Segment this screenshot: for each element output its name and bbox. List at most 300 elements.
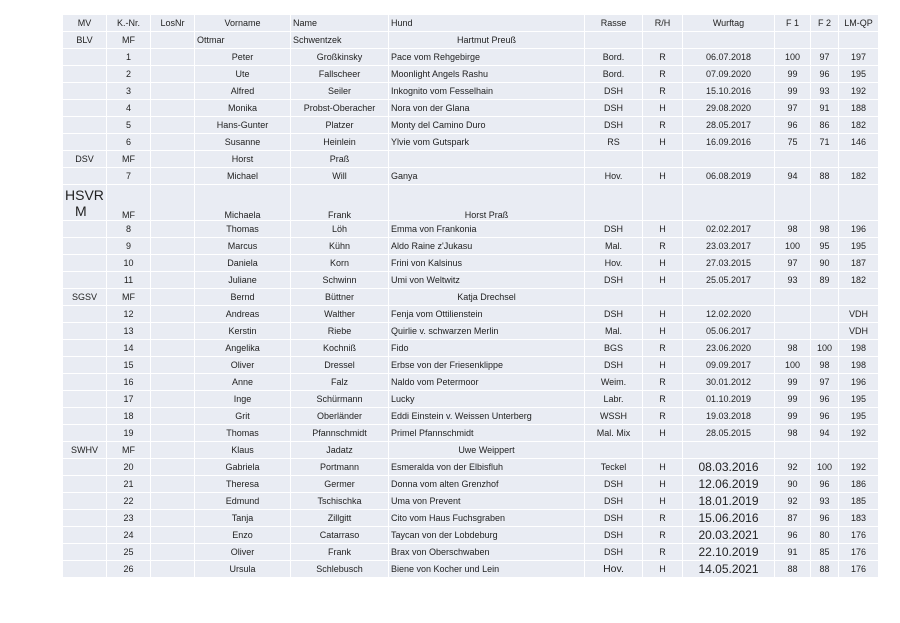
f2-cell: 94 [811,425,839,442]
mv-cell [63,306,107,323]
vorname-cell: Thomas [195,221,291,238]
empty-cell [585,151,643,168]
header-vorname: Vorname [195,15,291,32]
rh-cell: R [643,66,683,83]
rasse-cell: DSH [585,272,643,289]
losnr-cell [151,100,195,117]
hund-cell: Eddi Einstein v. Weissen Unterberg [389,408,585,425]
mf-leader: Hartmut Preuß [389,32,585,49]
kn-cell: 25 [107,544,151,561]
losnr-cell [151,323,195,340]
kn-cell: 23 [107,510,151,527]
f1-cell: 91 [775,544,811,561]
kn-cell: 24 [107,527,151,544]
empty-cell [585,442,643,459]
table-row [63,459,879,476]
name-cell: Zillgitt [291,510,389,527]
wurftag-cell: 22.10.2019 [683,544,775,561]
kn-cell: 16 [107,374,151,391]
rasse-cell: Mal. [585,238,643,255]
kn-cell: 5 [107,117,151,134]
table-row [63,255,879,272]
rh-cell: R [643,49,683,66]
hund-cell: Ganya [389,168,585,185]
f2-cell: 71 [811,134,839,151]
rasse-cell: DSH [585,83,643,100]
losnr-cell [151,151,195,168]
kn-cell: 4 [107,100,151,117]
rasse-cell: DSH [585,117,643,134]
losnr-cell [151,49,195,66]
wurftag-cell: 23.03.2017 [683,238,775,255]
vorname-cell: Anne [195,374,291,391]
mv-cell [63,83,107,100]
wurftag-cell: 29.08.2020 [683,100,775,117]
lmqp-cell: 195 [839,66,879,83]
rasse-cell: WSSH [585,408,643,425]
table-row [63,66,879,83]
lmqp-cell: 192 [839,425,879,442]
empty-cell [643,185,683,221]
empty-cell [775,151,811,168]
lmqp-cell: 187 [839,255,879,272]
wurftag-cell: 23.06.2020 [683,340,775,357]
table-row [63,221,879,238]
f1-cell: 99 [775,408,811,425]
mf-kn: MF [107,185,151,221]
empty-cell [775,32,811,49]
hund-cell: Biene von Kocher und Lein [389,561,585,578]
f1-cell: 88 [775,561,811,578]
rasse-cell: DSH [585,221,643,238]
lmqp-cell: 176 [839,527,879,544]
mf-leader: Horst Praß [389,185,585,221]
header-rh: R/H [643,15,683,32]
vorname-cell: Ute [195,66,291,83]
rh-cell: H [643,459,683,476]
table-row [63,374,879,391]
rasse-cell: Mal. [585,323,643,340]
mf-vorname: Klaus [195,442,291,459]
kn-cell: 11 [107,272,151,289]
kn-cell: 26 [107,561,151,578]
losnr-cell [151,374,195,391]
name-cell: Walther [291,306,389,323]
rh-cell: H [643,255,683,272]
f2-cell: 96 [811,391,839,408]
mf-vorname: Michaela [195,185,291,221]
table-row [63,408,879,425]
table-row [63,391,879,408]
rh-cell: R [643,544,683,561]
lmqp-cell: 176 [839,561,879,578]
table-row [63,100,879,117]
mf-leader: Katja Drechsel [389,289,585,306]
name-cell: Löh [291,221,389,238]
rasse-cell: Hov. [585,255,643,272]
empty-cell [775,185,811,221]
vorname-cell: Edmund [195,493,291,510]
mv-cell [63,340,107,357]
rh-cell: H [643,100,683,117]
empty-cell [811,289,839,306]
hund-cell: Esmeralda von der Elbisfluh [389,459,585,476]
f1-cell: 98 [775,221,811,238]
f2-cell: 98 [811,357,839,374]
f1-cell: 96 [775,117,811,134]
name-cell: Seiler [291,83,389,100]
f2-cell: 100 [811,340,839,357]
f1-cell: 98 [775,425,811,442]
rh-cell: R [643,391,683,408]
mv-cell [63,357,107,374]
table-row [63,493,879,510]
lmqp-cell: 195 [839,408,879,425]
f2-cell: 90 [811,255,839,272]
rasse-cell: Mal. Mix [585,425,643,442]
mv-cell [63,544,107,561]
table-row [63,340,879,357]
header-lmqp: LM-QP [839,15,879,32]
lmqp-cell: 182 [839,117,879,134]
table-row [63,510,879,527]
wurftag-cell: 30.01.2012 [683,374,775,391]
kn-cell: 21 [107,476,151,493]
mf-leader: Uwe Weippert [389,442,585,459]
hund-cell: Cito vom Haus Fuchsgraben [389,510,585,527]
hund-cell: Uma von Prevent [389,493,585,510]
rasse-cell: Bord. [585,66,643,83]
mv-cell [63,185,107,221]
lmqp-cell: 182 [839,272,879,289]
lmqp-cell: 196 [839,221,879,238]
losnr-cell [151,459,195,476]
losnr-cell [151,561,195,578]
vorname-cell: Angelika [195,340,291,357]
mv-cell [63,374,107,391]
vorname-cell: Grit [195,408,291,425]
table-body [63,15,879,578]
empty-cell [585,289,643,306]
f2-cell: 91 [811,100,839,117]
lmqp-cell: 195 [839,391,879,408]
empty-cell [683,289,775,306]
losnr-cell [151,32,195,49]
mv-cell [63,323,107,340]
rh-cell: R [643,510,683,527]
rh-cell: R [643,83,683,100]
empty-cell [775,289,811,306]
kn-cell: 3 [107,83,151,100]
wurftag-cell: 25.05.2017 [683,272,775,289]
group-header-row [63,151,879,168]
header-mv: MV [63,15,107,32]
empty-cell [585,32,643,49]
hund-cell: Moonlight Angels Rashu [389,66,585,83]
wurftag-cell: 20.03.2021 [683,527,775,544]
hund-cell: Pace vom Rehgebirge [389,49,585,66]
kn-cell: 14 [107,340,151,357]
f2-cell: 97 [811,49,839,66]
mv-cell [63,493,107,510]
losnr-cell [151,391,195,408]
table-row [63,238,879,255]
losnr-cell [151,306,195,323]
wurftag-cell: 14.05.2021 [683,561,775,578]
mv-cell: BLV [63,32,107,49]
table-row [63,544,879,561]
name-cell: Schürmann [291,391,389,408]
kn-cell: 15 [107,357,151,374]
empty-cell [811,151,839,168]
wurftag-cell: 12.02.2020 [683,306,775,323]
name-cell: Germer [291,476,389,493]
losnr-cell [151,476,195,493]
mv-cell [63,510,107,527]
wurftag-cell: 15.06.2016 [683,510,775,527]
f2-cell [811,323,839,340]
table-row [63,306,879,323]
hund-cell: Fenja vom Ottilienstein [389,306,585,323]
empty-cell [839,442,879,459]
empty-cell [683,442,775,459]
rasse-cell: Hov. [585,168,643,185]
f2-cell: 89 [811,272,839,289]
losnr-cell [151,527,195,544]
mv-cell [63,66,107,83]
vorname-cell: Gabriela [195,459,291,476]
losnr-cell [151,510,195,527]
vorname-cell: Ursula [195,561,291,578]
wurftag-cell: 27.03.2015 [683,255,775,272]
mf-kn: MF [107,289,151,306]
f1-cell: 100 [775,238,811,255]
group-header-row [63,185,879,221]
vorname-cell: Susanne [195,134,291,151]
losnr-cell [151,238,195,255]
group-header-row [63,32,879,49]
header-rasse: Rasse [585,15,643,32]
table-row [63,476,879,493]
name-cell: Fallscheer [291,66,389,83]
f1-cell: 99 [775,66,811,83]
hund-cell: Brax von Oberschwaben [389,544,585,561]
losnr-cell [151,134,195,151]
mv-cell [63,134,107,151]
table-row [63,49,879,66]
name-cell: Probst-Oberacher [291,100,389,117]
empty-cell [839,32,879,49]
name-cell: Riebe [291,323,389,340]
wurftag-cell: 15.10.2016 [683,83,775,100]
table-row [63,527,879,544]
empty-cell [839,289,879,306]
rh-cell: H [643,425,683,442]
f1-cell: 92 [775,459,811,476]
name-cell: Heinlein [291,134,389,151]
rasse-cell: DSH [585,306,643,323]
vorname-cell: Andreas [195,306,291,323]
lmqp-cell: 186 [839,476,879,493]
wurftag-cell: 09.09.2017 [683,357,775,374]
mf-name: Jadatz [291,442,389,459]
lmqp-cell: 198 [839,340,879,357]
mv-cell [63,168,107,185]
f1-cell: 90 [775,476,811,493]
rasse-cell: DSH [585,544,643,561]
mv-cell [63,527,107,544]
f1-cell: 92 [775,493,811,510]
kn-cell: 10 [107,255,151,272]
rh-cell: R [643,117,683,134]
hund-cell: Inkognito vom Fesselhain [389,83,585,100]
f2-cell: 86 [811,117,839,134]
f2-cell: 100 [811,459,839,476]
f2-cell [811,306,839,323]
kn-cell: 13 [107,323,151,340]
lmqp-cell: 192 [839,83,879,100]
kn-cell: 8 [107,221,151,238]
vorname-cell: Inge [195,391,291,408]
rh-cell: H [643,561,683,578]
header-hund: Hund [389,15,585,32]
hund-cell: Emma von Frankonia [389,221,585,238]
f2-cell: 96 [811,510,839,527]
group-header-row [63,442,879,459]
vorname-cell: Marcus [195,238,291,255]
header-row [63,15,879,32]
mv-cell [63,221,107,238]
f2-cell: 93 [811,493,839,510]
wurftag-cell: 05.06.2017 [683,323,775,340]
hund-cell: Taycan von der Lobdeburg [389,527,585,544]
rasse-cell: DSH [585,527,643,544]
name-cell: Kochniß [291,340,389,357]
rh-cell: H [643,134,683,151]
f1-cell [775,323,811,340]
f2-cell: 96 [811,476,839,493]
rh-cell: H [643,168,683,185]
hund-cell: Ylvie vom Gutspark [389,134,585,151]
table-row [63,83,879,100]
mv-label-line2: M [75,202,87,219]
rasse-cell: Hov. [585,561,643,578]
name-cell: Portmann [291,459,389,476]
rasse-cell: DSH [585,476,643,493]
vorname-cell: Monika [195,100,291,117]
kn-cell: 2 [107,66,151,83]
name-cell: Falz [291,374,389,391]
name-cell: Großkinsky [291,49,389,66]
hund-cell: Primel Pfannschmidt [389,425,585,442]
f1-cell: 87 [775,510,811,527]
header-wurftag: Wurftag [683,15,775,32]
mf-name: Frank [291,185,389,221]
wurftag-cell: 28.05.2017 [683,117,775,134]
vorname-cell: Kerstin [195,323,291,340]
losnr-cell [151,272,195,289]
group-header-row [63,289,879,306]
empty-cell [683,185,775,221]
mv-cell [63,425,107,442]
mv-cell [63,117,107,134]
wurftag-cell: 06.07.2018 [683,49,775,66]
f1-cell: 99 [775,374,811,391]
wurftag-cell: 19.03.2018 [683,408,775,425]
name-cell: Kühn [291,238,389,255]
losnr-cell [151,408,195,425]
f1-cell: 75 [775,134,811,151]
mv-cell [63,391,107,408]
losnr-cell [151,289,195,306]
f1-cell: 97 [775,255,811,272]
mv-cell: SWHV [63,442,107,459]
empty-cell [839,151,879,168]
f2-cell: 80 [811,527,839,544]
mv-cell [63,238,107,255]
name-cell: Tschischka [291,493,389,510]
mf-vorname: Bernd [195,289,291,306]
hund-cell: Fido [389,340,585,357]
wurftag-cell: 02.02.2017 [683,221,775,238]
vorname-cell: Peter [195,49,291,66]
vorname-cell: Oliver [195,544,291,561]
kn-cell: 17 [107,391,151,408]
lmqp-cell: 188 [839,100,879,117]
kn-cell: 19 [107,425,151,442]
lmqp-cell: 183 [839,510,879,527]
f1-cell: 97 [775,100,811,117]
mv-cell [63,255,107,272]
rasse-cell: Teckel [585,459,643,476]
vorname-cell: Thomas [195,425,291,442]
losnr-cell [151,340,195,357]
mf-vorname: Ottmar [195,32,291,49]
mf-vorname: Horst [195,151,291,168]
vorname-cell: Enzo [195,527,291,544]
f2-cell: 88 [811,561,839,578]
lmqp-cell: 192 [839,459,879,476]
name-cell: Schlebusch [291,561,389,578]
losnr-cell [151,544,195,561]
lmqp-cell: 198 [839,357,879,374]
losnr-cell [151,83,195,100]
kn-cell: 22 [107,493,151,510]
mf-name: Schwentzek [291,32,389,49]
rh-cell: H [643,493,683,510]
mv-cell [63,459,107,476]
rh-cell: H [643,357,683,374]
hund-cell: Erbse von der Friesenklippe [389,357,585,374]
header-name: Name [291,15,389,32]
mv-label-line1: HSVR [65,186,104,203]
lmqp-cell: 176 [839,544,879,561]
rh-cell: R [643,340,683,357]
mf-kn: MF [107,442,151,459]
rasse-cell: DSH [585,510,643,527]
mf-leader [389,151,585,168]
header-f1: F 1 [775,15,811,32]
name-cell: Will [291,168,389,185]
lmqp-cell: 182 [839,168,879,185]
f2-cell: 88 [811,168,839,185]
wurftag-cell: 06.08.2019 [683,168,775,185]
rasse-cell: Labr. [585,391,643,408]
table-row [63,117,879,134]
name-cell: Dressel [291,357,389,374]
header-f2: F 2 [811,15,839,32]
rasse-cell: DSH [585,100,643,117]
